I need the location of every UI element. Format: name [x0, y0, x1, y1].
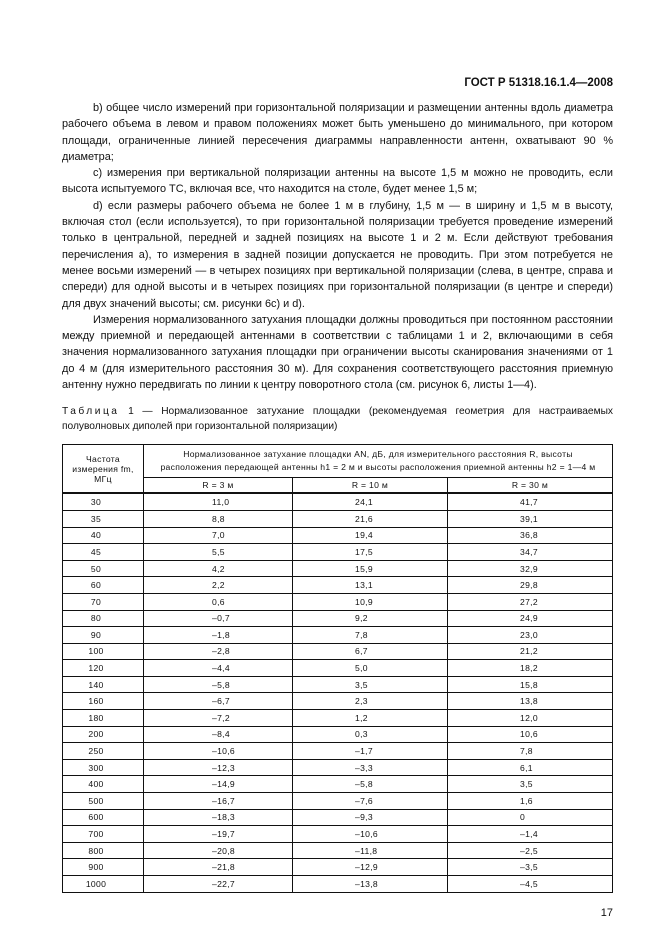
frequency-header: Частота измерения fm, МГц — [63, 445, 144, 494]
r3-cell: 5,5 — [144, 544, 293, 561]
table-caption-text: 1 — Нормализованное затухание площадки (рекомендуемая геометрия для настраиваемых полуволновых диполей при горизонтальной поляризации) — [62, 406, 613, 432]
table-row — [63, 809, 613, 826]
r3-cell: –8,4 — [144, 726, 293, 743]
r10-cell: –12,9 — [293, 859, 448, 876]
frequency-cell: 100 — [63, 643, 144, 660]
table-row — [63, 726, 613, 743]
r3-cell: –7,2 — [144, 710, 293, 727]
frequency-cell: 700 — [63, 826, 144, 843]
r10-cell: 10,9 — [293, 593, 448, 610]
r3-cell: –22,7 — [144, 876, 293, 893]
table-row — [63, 493, 613, 510]
subheader-r10: R = 10 м — [293, 478, 448, 494]
frequency-cell: 500 — [63, 793, 144, 810]
frequency-cell: 70 — [63, 593, 144, 610]
r30-cell: 41,7 — [448, 493, 613, 510]
r30-cell: 34,7 — [448, 544, 613, 561]
frequency-cell: 900 — [63, 859, 144, 876]
paragraph-d: d) если размеры рабочего объема не более 1 м в глубину, 1,5 м — в ширину и 1,5 м в высоту, включая стол (если используется), то при горизонтальной поляризации требуется проведение измерений только в центральной, передней и задней позициях на высоте 1 и 2 м. Если действуют требования перечисления a), то измерения в задней позиции допускается не проводить. При этом потребуется не менее восьми измерений — в четырех позициях при вертикальной поляризации (слева, в центре, справа и спереди) для одной высоты и в четырех позициях при горизонтальной поляризации (в центре и спереди) для двух значений высоты; см. рисунки 6c) и d). — [62, 199, 613, 310]
r10-cell: –3,3 — [293, 759, 448, 776]
r10-cell: 13,1 — [293, 577, 448, 594]
r3-cell: –20,8 — [144, 842, 293, 859]
table-row — [63, 544, 613, 561]
frequency-cell: 35 — [63, 510, 144, 527]
r10-cell: –10,6 — [293, 826, 448, 843]
r3-cell: –19,7 — [144, 826, 293, 843]
table-row — [63, 593, 613, 610]
frequency-cell: 800 — [63, 842, 144, 859]
table-row — [63, 560, 613, 577]
r30-cell: 27,2 — [448, 593, 613, 610]
r30-cell: –2,5 — [448, 842, 613, 859]
r10-cell: –7,6 — [293, 793, 448, 810]
r30-cell: 39,1 — [448, 510, 613, 527]
frequency-cell: 160 — [63, 693, 144, 710]
r30-cell: 36,8 — [448, 527, 613, 544]
r30-cell: 3,5 — [448, 776, 613, 793]
r30-cell: 6,1 — [448, 759, 613, 776]
r3-cell: –18,3 — [144, 809, 293, 826]
r10-cell: 6,7 — [293, 643, 448, 660]
r10-cell: 1,2 — [293, 710, 448, 727]
r30-cell: 13,8 — [448, 693, 613, 710]
r10-cell: 15,9 — [293, 560, 448, 577]
frequency-cell: 90 — [63, 627, 144, 644]
r3-cell: –6,7 — [144, 693, 293, 710]
r3-cell: –4,4 — [144, 660, 293, 677]
r10-cell: 24,1 — [293, 493, 448, 510]
r10-cell: 19,4 — [293, 527, 448, 544]
table-row — [63, 876, 613, 893]
table-caption-label: Таблица — [62, 406, 120, 418]
frequency-cell: 30 — [63, 493, 144, 510]
paragraph-measurements: Измерения нормализованного затухания площадки должны проводиться при постоянном расстоянии между приемной и передающей антеннами в соответствии с таблицами 1 и 2, включающими в себя значения нормализованного затухания площадки при ограничении высоты сканирования значениями от 1 до 4 м (для измерительного расстояния 30 м). Для сохранения соответствующего расстояния приемную антенну нужно передвигать по линии к центру поворотного стола (см. рисунок 6, листы 1—4). — [62, 313, 613, 392]
frequency-cell: 250 — [63, 743, 144, 760]
frequency-cell: 60 — [63, 577, 144, 594]
table-row — [63, 510, 613, 527]
r3-cell: –12,3 — [144, 759, 293, 776]
frequency-cell: 300 — [63, 759, 144, 776]
frequency-cell: 600 — [63, 809, 144, 826]
r10-cell: 7,8 — [293, 627, 448, 644]
r3-cell: –1,8 — [144, 627, 293, 644]
r10-cell: –1,7 — [293, 743, 448, 760]
r30-cell: 29,8 — [448, 577, 613, 594]
r10-cell: 3,5 — [293, 676, 448, 693]
frequency-cell: 140 — [63, 676, 144, 693]
r30-cell: 32,9 — [448, 560, 613, 577]
body-text — [62, 100, 613, 393]
r30-cell: 15,8 — [448, 676, 613, 693]
subheader-r30: R = 30 м — [448, 478, 613, 494]
r3-cell: –10,6 — [144, 743, 293, 760]
r3-cell: 0,6 — [144, 593, 293, 610]
r3-cell: –16,7 — [144, 793, 293, 810]
table-row — [63, 577, 613, 594]
frequency-cell: 180 — [63, 710, 144, 727]
standard-header: ГОСТ Р 51318.16.1.4—2008 — [464, 77, 613, 89]
table-caption — [62, 405, 613, 434]
frequency-cell: 50 — [63, 560, 144, 577]
frequency-cell: 120 — [63, 660, 144, 677]
r30-cell: 23,0 — [448, 627, 613, 644]
table-row — [63, 627, 613, 644]
table-row — [63, 610, 613, 627]
r3-cell: –0,7 — [144, 610, 293, 627]
r30-cell: 21,2 — [448, 643, 613, 660]
table-row — [63, 660, 613, 677]
table-row — [63, 776, 613, 793]
r3-cell: 11,0 — [144, 493, 293, 510]
r10-cell: 9,2 — [293, 610, 448, 627]
r10-cell: 17,5 — [293, 544, 448, 561]
r10-cell: –5,8 — [293, 776, 448, 793]
r10-cell: –11,8 — [293, 842, 448, 859]
r10-cell: –9,3 — [293, 809, 448, 826]
r10-cell: –13,8 — [293, 876, 448, 893]
page-number: 17 — [600, 906, 613, 919]
table-row — [63, 710, 613, 727]
frequency-cell: 400 — [63, 776, 144, 793]
frequency-cell: 40 — [63, 527, 144, 544]
table-row — [63, 676, 613, 693]
r10-cell: 21,6 — [293, 510, 448, 527]
table-row — [63, 527, 613, 544]
r3-cell: 8,8 — [144, 510, 293, 527]
table-row — [63, 643, 613, 660]
r10-cell: 5,0 — [293, 660, 448, 677]
frequency-cell: 45 — [63, 544, 144, 561]
table-row — [63, 842, 613, 859]
attenuation-group-header: Нормализованное затухание площадки AN, дБ, для измерительного расстояния R, высоты расположения передающей антенны h1 = 2 м и высоты расположения приемной антенны h2 = 1—4 м — [144, 445, 613, 478]
r3-cell: –2,8 — [144, 643, 293, 660]
r30-cell: 0 — [448, 809, 613, 826]
frequency-cell: 1000 — [63, 876, 144, 893]
r3-cell: 7,0 — [144, 527, 293, 544]
r30-cell: –4,5 — [448, 876, 613, 893]
table-row — [63, 759, 613, 776]
r30-cell: –3,5 — [448, 859, 613, 876]
frequency-cell: 200 — [63, 726, 144, 743]
r3-cell: –21,8 — [144, 859, 293, 876]
r30-cell: 7,8 — [448, 743, 613, 760]
table-row — [63, 793, 613, 810]
r3-cell: 4,2 — [144, 560, 293, 577]
r3-cell: –5,8 — [144, 676, 293, 693]
subheader-r3: R = 3 м — [144, 478, 293, 494]
table-row — [63, 693, 613, 710]
r30-cell: 10,6 — [448, 726, 613, 743]
r30-cell: 1,6 — [448, 793, 613, 810]
paragraph-b: b) общее число измерений при горизонтальной поляризации и размещении антенны вдоль диаметра рабочего объема в левом и правом положениях может быть уменьшено до минимального, при котором площади, ограниченные линией пересечения диаграммы направленности антенн, охватывают 90 % диаметра; — [62, 102, 613, 163]
r30-cell: –1,4 — [448, 826, 613, 843]
paragraph-c: c) измерения при вертикальной поляризации антенны на высоте 1,5 м можно не проводить, если высота испытуемого ТС, включая все, что находится на столе, будет менее 1,5 м; — [62, 167, 613, 196]
r30-cell: 12,0 — [448, 710, 613, 727]
table-row — [63, 826, 613, 843]
r3-cell: –14,9 — [144, 776, 293, 793]
r10-cell: 2,3 — [293, 693, 448, 710]
r30-cell: 24,9 — [448, 610, 613, 627]
frequency-cell: 80 — [63, 610, 144, 627]
attenuation-table — [62, 444, 613, 892]
r10-cell: 0,3 — [293, 726, 448, 743]
r30-cell: 18,2 — [448, 660, 613, 677]
table-body — [63, 493, 613, 892]
table-row — [63, 743, 613, 760]
table-row — [63, 859, 613, 876]
r3-cell: 2,2 — [144, 577, 293, 594]
